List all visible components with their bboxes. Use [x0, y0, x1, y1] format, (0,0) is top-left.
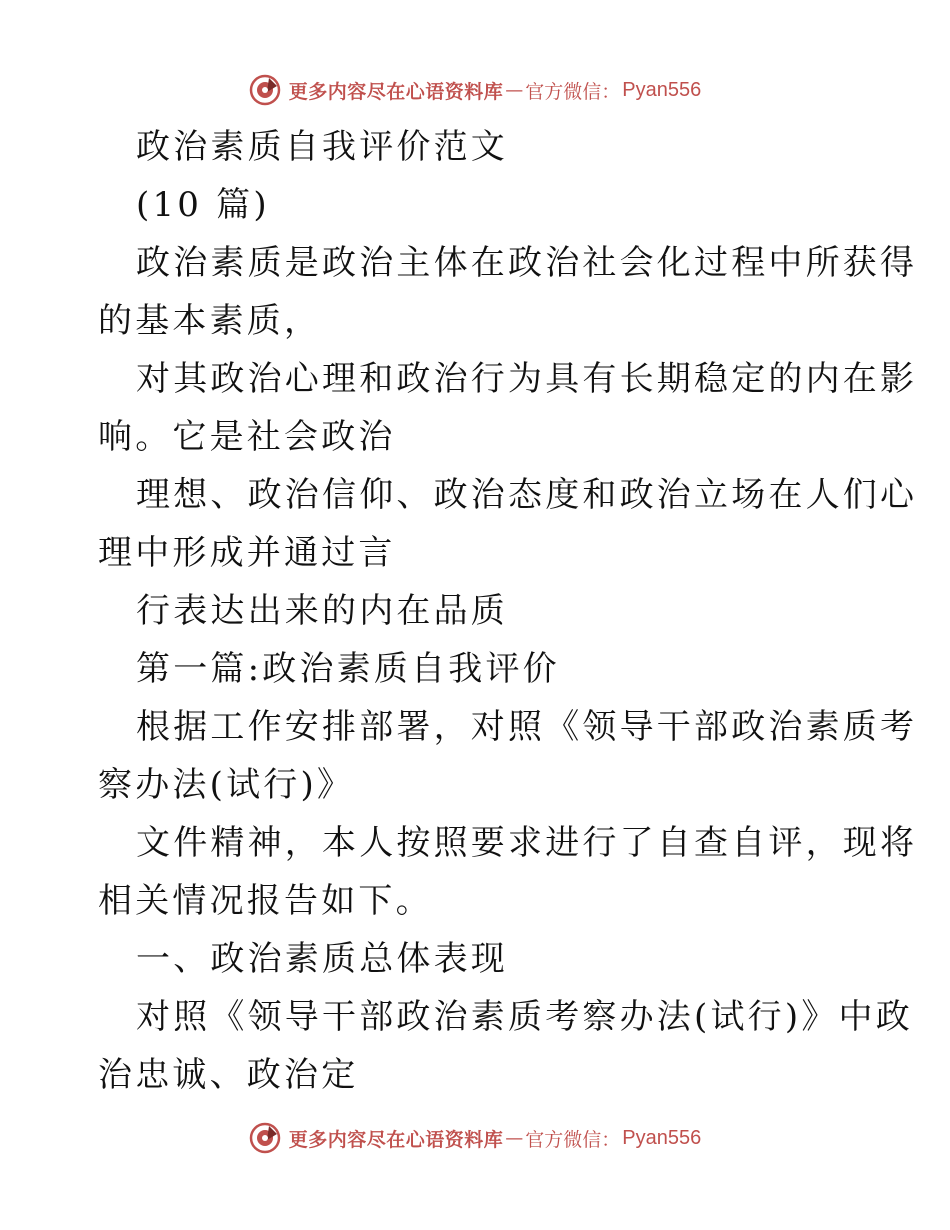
header-brand-text: 更多内容尽在心语资料库: [288, 80, 504, 103]
brand-logo-icon: [249, 1122, 281, 1154]
paragraph-line: 响。它是社会政治: [98, 417, 396, 457]
brand-logo-icon: [249, 74, 281, 106]
paragraph-line: 文件精神，本人按照要求进行了自查自评，现将: [136, 823, 918, 863]
paragraph-line: 治忠诚、政治定: [98, 1055, 359, 1095]
footer-separator: —: [505, 1127, 524, 1149]
footer-wechat-label: 官方微信：: [525, 1128, 621, 1151]
paragraph-line: 政治素质是政治主体在政治社会化过程中所获得: [136, 243, 918, 283]
paragraph-line: 的基本素质，: [98, 301, 322, 341]
section-heading: 第一篇:政治素质自我评价: [136, 649, 560, 689]
header-wechat-label: 官方微信：: [525, 80, 621, 103]
paragraph-line: 对其政治心理和政治行为具有长期稳定的内在影: [136, 359, 918, 399]
paragraph-line: 相关情况报告如下。: [98, 881, 433, 921]
subsection-heading: 一、政治素质总体表现: [136, 939, 508, 979]
header-banner: [0, 70, 950, 110]
document-body: [98, 118, 918, 1104]
header-wechat-id: Pyan556: [622, 78, 702, 101]
header-separator: —: [505, 79, 524, 101]
footer-wechat-id: Pyan556: [622, 1126, 702, 1149]
paragraph-line: 理中形成并通过言: [98, 533, 396, 573]
footer-banner: [0, 1118, 950, 1158]
footer-brand-text: 更多内容尽在心语资料库: [288, 1128, 504, 1151]
paragraph-line: 对照《领导干部政治素质考察办法(试行)》中政: [136, 997, 913, 1037]
paragraph-line: 察办法(试行)》: [98, 765, 355, 805]
document-subtitle: (10 篇): [136, 185, 270, 225]
paragraph-line: 行表达出来的内在品质: [136, 591, 508, 631]
document-title: 政治素质自我评价范文: [136, 127, 508, 167]
paragraph-line: 根据工作安排部署，对照《领导干部政治素质考: [136, 707, 918, 747]
paragraph-line: 理想、政治信仰、政治态度和政治立场在人们心: [136, 475, 918, 515]
